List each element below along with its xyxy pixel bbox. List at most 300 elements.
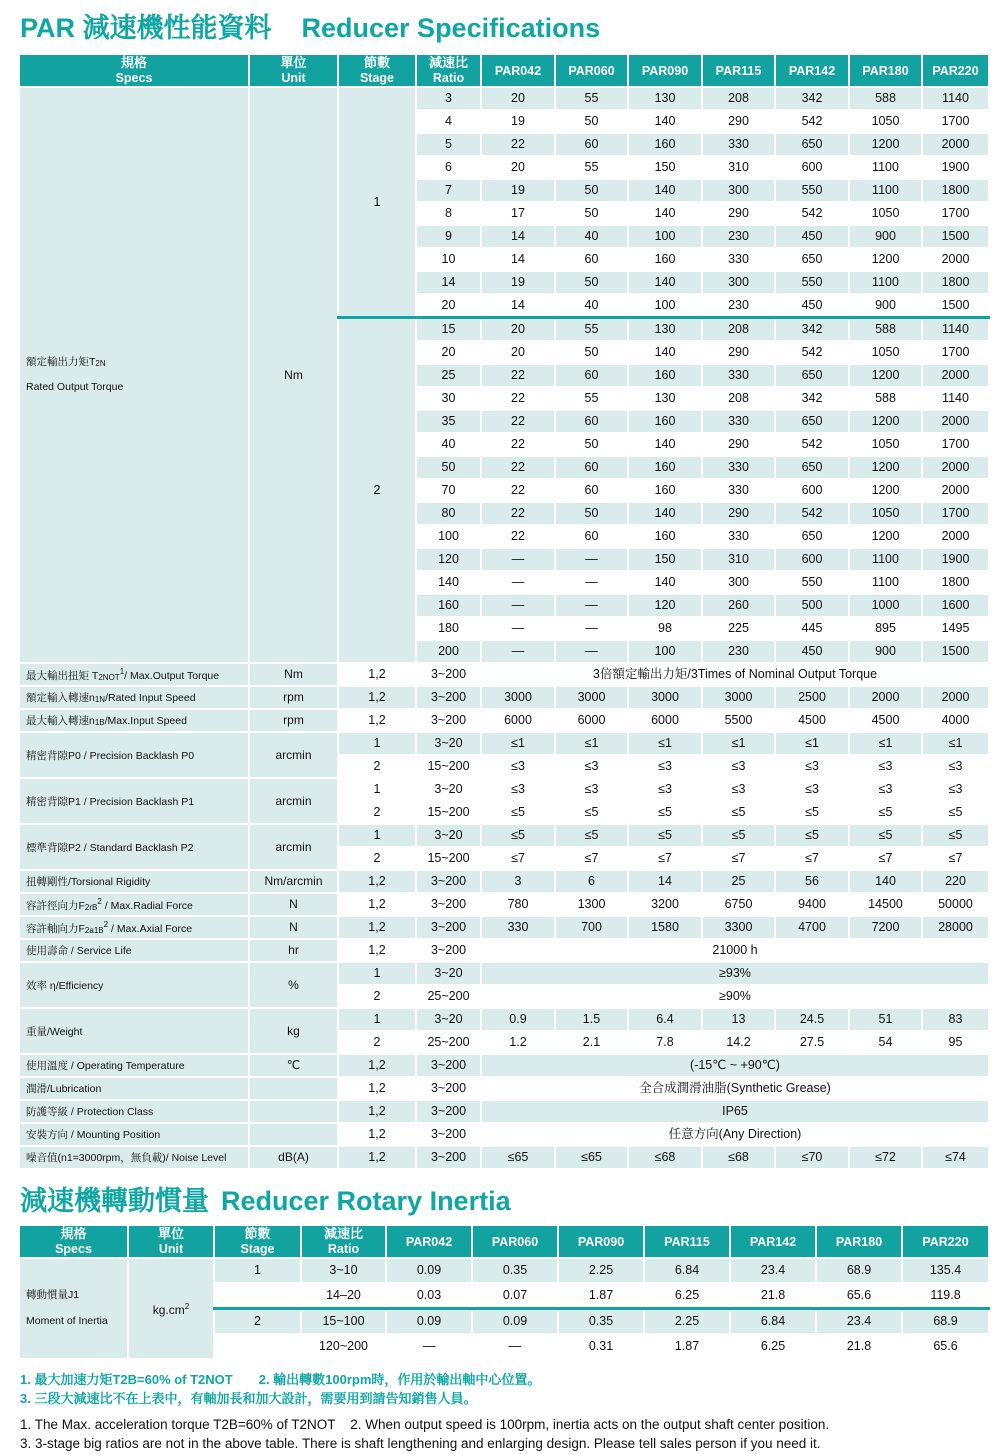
value-cell: 140 bbox=[628, 502, 702, 525]
stage-cell: 1,2 bbox=[338, 1100, 416, 1123]
span-value-cell: (-15℃ ~ +90℃) bbox=[481, 1054, 989, 1077]
unit-cell: ℃ bbox=[249, 1054, 338, 1077]
value-cell: 60 bbox=[555, 525, 628, 548]
footnote-zh-1: 1. 最大加速力矩T2B=60% of T2NOT 2. 輸出轉數100rpm時，作用於輸出軸中心位置。 bbox=[20, 1372, 541, 1387]
value-cell: 14.2 bbox=[702, 1031, 775, 1054]
value-cell: 54 bbox=[849, 1031, 922, 1054]
value-cell: ≤3 bbox=[922, 778, 989, 801]
value-cell: 500 bbox=[775, 594, 849, 617]
value-cell: 650 bbox=[775, 248, 849, 271]
table-row bbox=[19, 962, 989, 985]
value-cell: 3000 bbox=[702, 686, 775, 709]
value-cell: ≤3 bbox=[555, 778, 628, 801]
value-cell: 2.25 bbox=[644, 1309, 730, 1335]
value-cell: 290 bbox=[702, 110, 775, 133]
ratio-cell: 15 bbox=[416, 318, 481, 342]
inertia-title-zh: 減速機轉動慣量 bbox=[20, 1186, 209, 1216]
unit-cell: N bbox=[249, 893, 338, 916]
value-cell: 1000 bbox=[849, 594, 922, 617]
value-cell: ≤5 bbox=[555, 801, 628, 824]
value-cell: 588 bbox=[849, 318, 922, 342]
span-value-cell: 3倍額定輸出力矩/3Times of Nominal Output Torque bbox=[481, 663, 989, 686]
value-cell: ≤3 bbox=[628, 755, 702, 778]
value-cell: 6 bbox=[555, 870, 628, 893]
value-cell: 290 bbox=[702, 433, 775, 456]
value-cell: 1100 bbox=[849, 571, 922, 594]
spec-label-cell: 精密背隙P0 / Precision Backlash P0 bbox=[19, 732, 249, 778]
value-cell: 22 bbox=[481, 410, 555, 433]
value-cell: 140 bbox=[628, 179, 702, 202]
col-header-model: PAR115 bbox=[702, 54, 775, 87]
stage-cell: 2 bbox=[338, 847, 416, 870]
value-cell: 83 bbox=[922, 1008, 989, 1031]
value-cell: 1140 bbox=[922, 387, 989, 410]
ratio-cell: 5 bbox=[416, 133, 481, 156]
value-cell: 17 bbox=[481, 202, 555, 225]
value-cell: 300 bbox=[702, 271, 775, 294]
value-cell: 330 bbox=[702, 364, 775, 387]
value-cell: 650 bbox=[775, 410, 849, 433]
value-cell: 27.5 bbox=[775, 1031, 849, 1054]
value-cell: ≤5 bbox=[775, 801, 849, 824]
stage-cell: 1,2 bbox=[338, 916, 416, 939]
value-cell: 0.09 bbox=[386, 1309, 472, 1335]
ratio-cell: 6 bbox=[416, 156, 481, 179]
value-cell: ≤1 bbox=[849, 732, 922, 755]
value-cell: 230 bbox=[702, 225, 775, 248]
value-cell: ≤7 bbox=[555, 847, 628, 870]
unit-cell: kg bbox=[249, 1008, 338, 1054]
value-cell: 21.8 bbox=[730, 1283, 816, 1309]
value-cell: 1495 bbox=[922, 617, 989, 640]
value-cell: 895 bbox=[849, 617, 922, 640]
value-cell: 600 bbox=[775, 548, 849, 571]
ratio-cell: 3~200 bbox=[416, 1146, 481, 1169]
stage-cell: 1,2 bbox=[338, 686, 416, 709]
value-cell: 0.09 bbox=[386, 1258, 472, 1283]
value-cell: 600 bbox=[775, 156, 849, 179]
value-cell: ≤5 bbox=[628, 801, 702, 824]
value-cell: 50 bbox=[555, 202, 628, 225]
ratio-cell: 20 bbox=[416, 294, 481, 318]
value-cell: 19 bbox=[481, 110, 555, 133]
value-cell: 0.31 bbox=[558, 1334, 644, 1359]
span-value-cell: 全合成潤滑油脂(Synthetic Grease) bbox=[481, 1077, 989, 1100]
value-cell: 20 bbox=[481, 156, 555, 179]
value-cell: ≤5 bbox=[628, 824, 702, 847]
ratio-cell: 20 bbox=[416, 341, 481, 364]
value-cell: ≤3 bbox=[628, 778, 702, 801]
value-cell: ≤65 bbox=[555, 1146, 628, 1169]
value-cell: 140 bbox=[628, 433, 702, 456]
page-title-specifications bbox=[20, 12, 988, 44]
value-cell: 25 bbox=[702, 870, 775, 893]
value-cell: 50 bbox=[555, 502, 628, 525]
stage-cell: 2 bbox=[338, 801, 416, 824]
unit-cell: Nm bbox=[249, 663, 338, 686]
value-cell: 2000 bbox=[922, 456, 989, 479]
table-row bbox=[19, 870, 989, 893]
value-cell: 3 bbox=[481, 870, 555, 893]
value-cell: 900 bbox=[849, 640, 922, 663]
value-cell: 60 bbox=[555, 364, 628, 387]
value-cell: 23.4 bbox=[730, 1258, 816, 1283]
value-cell: 4500 bbox=[849, 709, 922, 732]
spec-label-cell: 容許軸向力$F2a1B^2$ / Max.Axial Force bbox=[19, 916, 249, 939]
value-cell: 19 bbox=[481, 271, 555, 294]
value-cell: 208 bbox=[702, 318, 775, 342]
value-cell: ≤1 bbox=[702, 732, 775, 755]
col-header-model: PAR180 bbox=[849, 54, 922, 87]
value-cell: 68.9 bbox=[902, 1309, 989, 1335]
value-cell: 900 bbox=[849, 294, 922, 318]
value-cell: 1100 bbox=[849, 548, 922, 571]
value-cell: 6000 bbox=[555, 709, 628, 732]
value-cell: 50 bbox=[555, 110, 628, 133]
value-cell: ≤5 bbox=[702, 801, 775, 824]
value-cell: 650 bbox=[775, 456, 849, 479]
value-cell: ≤1 bbox=[555, 732, 628, 755]
ratio-cell: 120 bbox=[416, 548, 481, 571]
value-cell: 2000 bbox=[922, 479, 989, 502]
ratio-cell: 160 bbox=[416, 594, 481, 617]
value-cell: 140 bbox=[628, 341, 702, 364]
value-cell: 290 bbox=[702, 341, 775, 364]
stage-cell: 2 bbox=[338, 318, 416, 664]
value-cell: ≤68 bbox=[628, 1146, 702, 1169]
value-cell: 28000 bbox=[922, 916, 989, 939]
value-cell: 2000 bbox=[922, 686, 989, 709]
unit-cell: Nm bbox=[249, 87, 338, 663]
value-cell: 1600 bbox=[922, 594, 989, 617]
value-cell: 6.25 bbox=[644, 1283, 730, 1309]
value-cell: 1500 bbox=[922, 294, 989, 318]
value-cell: 7.8 bbox=[628, 1031, 702, 1054]
col-header-model: PAR060 bbox=[555, 54, 628, 87]
value-cell: 1700 bbox=[922, 110, 989, 133]
value-cell: 1700 bbox=[922, 433, 989, 456]
table-row bbox=[19, 1146, 989, 1169]
stage-cell: 1,2 bbox=[338, 939, 416, 962]
value-cell: 1700 bbox=[922, 341, 989, 364]
unit-cell: $kg.cm^2$ bbox=[128, 1258, 214, 1359]
stage-cell bbox=[214, 1334, 301, 1359]
value-cell: 230 bbox=[702, 294, 775, 318]
value-cell: 6.25 bbox=[730, 1334, 816, 1359]
value-cell: 208 bbox=[702, 87, 775, 110]
value-cell: 2500 bbox=[775, 686, 849, 709]
value-cell: 6000 bbox=[481, 709, 555, 732]
value-cell: ≤7 bbox=[481, 847, 555, 870]
value-cell: 330 bbox=[702, 525, 775, 548]
value-cell: 342 bbox=[775, 87, 849, 110]
value-cell: 550 bbox=[775, 271, 849, 294]
value-cell: 1580 bbox=[628, 916, 702, 939]
spec-label-cell: 轉動慣量J1 Moment of Inertia bbox=[19, 1258, 128, 1359]
col-header-model: PAR142 bbox=[730, 1225, 816, 1258]
value-cell: ≤3 bbox=[775, 778, 849, 801]
value-cell: — bbox=[386, 1334, 472, 1359]
value-cell: 22 bbox=[481, 133, 555, 156]
value-cell: 0.09 bbox=[472, 1309, 558, 1335]
value-cell: 330 bbox=[481, 916, 555, 939]
value-cell: 260 bbox=[702, 594, 775, 617]
value-cell: 60 bbox=[555, 133, 628, 156]
value-cell: ≤5 bbox=[481, 824, 555, 847]
value-cell: ≤1 bbox=[628, 732, 702, 755]
table-row bbox=[19, 778, 989, 801]
ratio-cell: 3~200 bbox=[416, 870, 481, 893]
unit-cell bbox=[249, 1077, 338, 1100]
value-cell: 140 bbox=[628, 110, 702, 133]
value-cell: 51 bbox=[849, 1008, 922, 1031]
table-row bbox=[19, 709, 989, 732]
ratio-cell: 35 bbox=[416, 410, 481, 433]
value-cell: 700 bbox=[555, 916, 628, 939]
stage-cell: 1,2 bbox=[338, 893, 416, 916]
value-cell: 330 bbox=[702, 479, 775, 502]
value-cell: 160 bbox=[628, 364, 702, 387]
spec-label-cell: 最大輸出扭矩 T2NOT$^1$/ Max.Output Torque bbox=[19, 663, 249, 686]
value-cell: 1500 bbox=[922, 640, 989, 663]
spec-label-cell: 最大輸入轉速n1B/Max.Input Speed bbox=[19, 709, 249, 732]
unit-cell: % bbox=[249, 962, 338, 1008]
value-cell: 0.9 bbox=[481, 1008, 555, 1031]
spec-label-cell: 精密背隙P1 / Precision Backlash P1 bbox=[19, 778, 249, 824]
table-row bbox=[19, 939, 989, 962]
table-row bbox=[19, 1008, 989, 1031]
ratio-cell: 200 bbox=[416, 640, 481, 663]
value-cell: 14 bbox=[628, 870, 702, 893]
value-cell: ≤3 bbox=[849, 778, 922, 801]
value-cell: 542 bbox=[775, 110, 849, 133]
value-cell: 50 bbox=[555, 271, 628, 294]
ratio-cell: 25~200 bbox=[416, 1031, 481, 1054]
value-cell: 40 bbox=[555, 225, 628, 248]
value-cell: 1100 bbox=[849, 156, 922, 179]
rotary-inertia-table bbox=[18, 1224, 990, 1360]
value-cell: 1050 bbox=[849, 341, 922, 364]
value-cell: 220 bbox=[922, 870, 989, 893]
spec-label-cell: 額定輸入轉速n1N/Rated Input Speed bbox=[19, 686, 249, 709]
value-cell: 330 bbox=[702, 456, 775, 479]
ratio-cell: 14–20 bbox=[301, 1283, 386, 1309]
value-cell: 1300 bbox=[555, 893, 628, 916]
value-cell: 6.84 bbox=[730, 1309, 816, 1335]
value-cell: 150 bbox=[628, 156, 702, 179]
value-cell: 160 bbox=[628, 133, 702, 156]
ratio-cell: 50 bbox=[416, 456, 481, 479]
ratio-cell: 3~200 bbox=[416, 939, 481, 962]
value-cell: 2000 bbox=[849, 686, 922, 709]
unit-cell: arcmin bbox=[249, 732, 338, 778]
value-cell: ≤1 bbox=[481, 732, 555, 755]
value-cell: 445 bbox=[775, 617, 849, 640]
spec-label-cell: 潤滑/Lubrication bbox=[19, 1077, 249, 1100]
value-cell: ≤5 bbox=[922, 801, 989, 824]
unit-cell: arcmin bbox=[249, 824, 338, 870]
footnote-en-2: 3. 3-stage big ratios are not in the above table. There is shaft lengthening and enlarging design. Please tell sales person if you need it. bbox=[20, 1436, 821, 1451]
value-cell: 160 bbox=[628, 248, 702, 271]
value-cell: ≤3 bbox=[849, 755, 922, 778]
value-cell: 1.87 bbox=[558, 1283, 644, 1309]
unit-cell bbox=[249, 1123, 338, 1146]
ratio-cell: 140 bbox=[416, 571, 481, 594]
stage-cell: 1,2 bbox=[338, 1054, 416, 1077]
table-row bbox=[19, 1100, 989, 1123]
spec-label-cell: 重量/Weight bbox=[19, 1008, 249, 1054]
value-cell: 21.8 bbox=[816, 1334, 902, 1359]
spec-label-cell: 防護等級 / Protection Class bbox=[19, 1100, 249, 1123]
value-cell: 1200 bbox=[849, 479, 922, 502]
footnotes bbox=[20, 1370, 988, 1453]
value-cell: 1050 bbox=[849, 202, 922, 225]
value-cell: 22 bbox=[481, 433, 555, 456]
ratio-cell: 15~200 bbox=[416, 801, 481, 824]
value-cell: ≤7 bbox=[628, 847, 702, 870]
value-cell: 290 bbox=[702, 502, 775, 525]
value-cell: 140 bbox=[628, 202, 702, 225]
col-header-model: PAR220 bbox=[922, 54, 989, 87]
ratio-cell: 3~20 bbox=[416, 1008, 481, 1031]
value-cell: 550 bbox=[775, 179, 849, 202]
value-cell: 19 bbox=[481, 179, 555, 202]
value-cell: 230 bbox=[702, 640, 775, 663]
value-cell: ≤1 bbox=[922, 732, 989, 755]
value-cell: 7200 bbox=[849, 916, 922, 939]
spec-label-cell: 使用壽命 / Service Life bbox=[19, 939, 249, 962]
value-cell: ≤3 bbox=[481, 778, 555, 801]
value-cell: — bbox=[555, 640, 628, 663]
ratio-cell: 100 bbox=[416, 525, 481, 548]
value-cell: 22 bbox=[481, 364, 555, 387]
value-cell: 5500 bbox=[702, 709, 775, 732]
col-header-stage: 節數 Stage bbox=[214, 1225, 301, 1258]
value-cell: 56 bbox=[775, 870, 849, 893]
ratio-cell: 3~200 bbox=[416, 686, 481, 709]
col-header-model: PAR060 bbox=[472, 1225, 558, 1258]
value-cell: 310 bbox=[702, 548, 775, 571]
value-cell: 40 bbox=[555, 294, 628, 318]
footnote-zh-2: 3. 三段大減速比不在上表中，有軸加長和加大設計，需要用到請告知銷售人員。 bbox=[20, 1391, 477, 1406]
value-cell: 14 bbox=[481, 225, 555, 248]
ratio-cell: 25~200 bbox=[416, 985, 481, 1008]
value-cell: 542 bbox=[775, 502, 849, 525]
value-cell: 6.4 bbox=[628, 1008, 702, 1031]
page-title-zh: PAR 減速機性能資料 bbox=[20, 13, 272, 43]
value-cell: 1200 bbox=[849, 248, 922, 271]
value-cell: ≤7 bbox=[849, 847, 922, 870]
value-cell: 225 bbox=[702, 617, 775, 640]
ratio-cell: 10 bbox=[416, 248, 481, 271]
value-cell: 1900 bbox=[922, 156, 989, 179]
value-cell: — bbox=[481, 548, 555, 571]
stage-cell: 1,2 bbox=[338, 663, 416, 686]
value-cell: ≤70 bbox=[775, 1146, 849, 1169]
value-cell: 119.8 bbox=[902, 1283, 989, 1309]
value-cell: 0.35 bbox=[558, 1309, 644, 1335]
value-cell: 22 bbox=[481, 502, 555, 525]
value-cell: 290 bbox=[702, 202, 775, 225]
unit-cell bbox=[249, 1100, 338, 1123]
stage-cell: 1 bbox=[338, 1008, 416, 1031]
value-cell: 1100 bbox=[849, 179, 922, 202]
value-cell: 22 bbox=[481, 456, 555, 479]
col-header-model: PAR042 bbox=[386, 1225, 472, 1258]
value-cell: ≤5 bbox=[481, 801, 555, 824]
col-header-specs: 規格 Specs bbox=[19, 54, 249, 87]
value-cell: ≤5 bbox=[555, 824, 628, 847]
unit-cell: rpm bbox=[249, 709, 338, 732]
value-cell: 140 bbox=[628, 271, 702, 294]
value-cell: 300 bbox=[702, 571, 775, 594]
value-cell: 1200 bbox=[849, 364, 922, 387]
value-cell: 130 bbox=[628, 387, 702, 410]
value-cell: ≤3 bbox=[481, 755, 555, 778]
table-row bbox=[19, 87, 989, 110]
value-cell: 1800 bbox=[922, 571, 989, 594]
inertia-title-en: Reducer Rotary Inertia bbox=[221, 1186, 511, 1216]
value-cell: 1.5 bbox=[555, 1008, 628, 1031]
value-cell: 208 bbox=[702, 387, 775, 410]
col-header-model: PAR220 bbox=[902, 1225, 989, 1258]
value-cell: 65.6 bbox=[902, 1334, 989, 1359]
value-cell: ≤5 bbox=[922, 824, 989, 847]
value-cell: 1700 bbox=[922, 202, 989, 225]
ratio-cell: 3 bbox=[416, 87, 481, 110]
value-cell: 1050 bbox=[849, 433, 922, 456]
stage-cell: 1 bbox=[338, 824, 416, 847]
spec-label-cell: 扭轉剛性/Torsional Rigidity bbox=[19, 870, 249, 893]
value-cell: ≤68 bbox=[702, 1146, 775, 1169]
stage-cell: 1,2 bbox=[338, 870, 416, 893]
stage-cell: 1 bbox=[338, 732, 416, 755]
value-cell: — bbox=[555, 571, 628, 594]
stage-cell: 2 bbox=[338, 985, 416, 1008]
stage-cell bbox=[214, 1283, 301, 1309]
value-cell: 588 bbox=[849, 387, 922, 410]
value-cell: 22 bbox=[481, 387, 555, 410]
value-cell: ≤7 bbox=[922, 847, 989, 870]
value-cell: 542 bbox=[775, 433, 849, 456]
value-cell: ≤3 bbox=[775, 755, 849, 778]
value-cell: 55 bbox=[555, 387, 628, 410]
stage-cell: 1,2 bbox=[338, 1146, 416, 1169]
value-cell: 650 bbox=[775, 525, 849, 548]
table-row bbox=[19, 1054, 989, 1077]
value-cell: ≤5 bbox=[702, 824, 775, 847]
value-cell: 1140 bbox=[922, 87, 989, 110]
span-value-cell: 21000 h bbox=[481, 939, 989, 962]
span-value-cell: IP65 bbox=[481, 1100, 989, 1123]
value-cell: ≤5 bbox=[849, 801, 922, 824]
value-cell: 3200 bbox=[628, 893, 702, 916]
col-header-model: PAR090 bbox=[558, 1225, 644, 1258]
footnote-en-1: 1. The Max. acceleration torque T2B=60% of T2NOT 2. When output speed is 100rpm, inertia acts on the output shaft center position. bbox=[20, 1417, 830, 1432]
spec-label-cell: 安裝方向 / Mounting Position bbox=[19, 1123, 249, 1146]
value-cell: 3000 bbox=[628, 686, 702, 709]
spec-label-cell: 容許徑向力$F2rB^2$ / Max.Radial Force bbox=[19, 893, 249, 916]
value-cell: 1800 bbox=[922, 179, 989, 202]
value-cell: 50000 bbox=[922, 893, 989, 916]
stage-cell: 2 bbox=[338, 755, 416, 778]
table-row bbox=[19, 1123, 989, 1146]
value-cell: 542 bbox=[775, 341, 849, 364]
value-cell: 342 bbox=[775, 318, 849, 342]
value-cell: 1200 bbox=[849, 525, 922, 548]
value-cell: 23.4 bbox=[816, 1309, 902, 1335]
ratio-cell: 8 bbox=[416, 202, 481, 225]
